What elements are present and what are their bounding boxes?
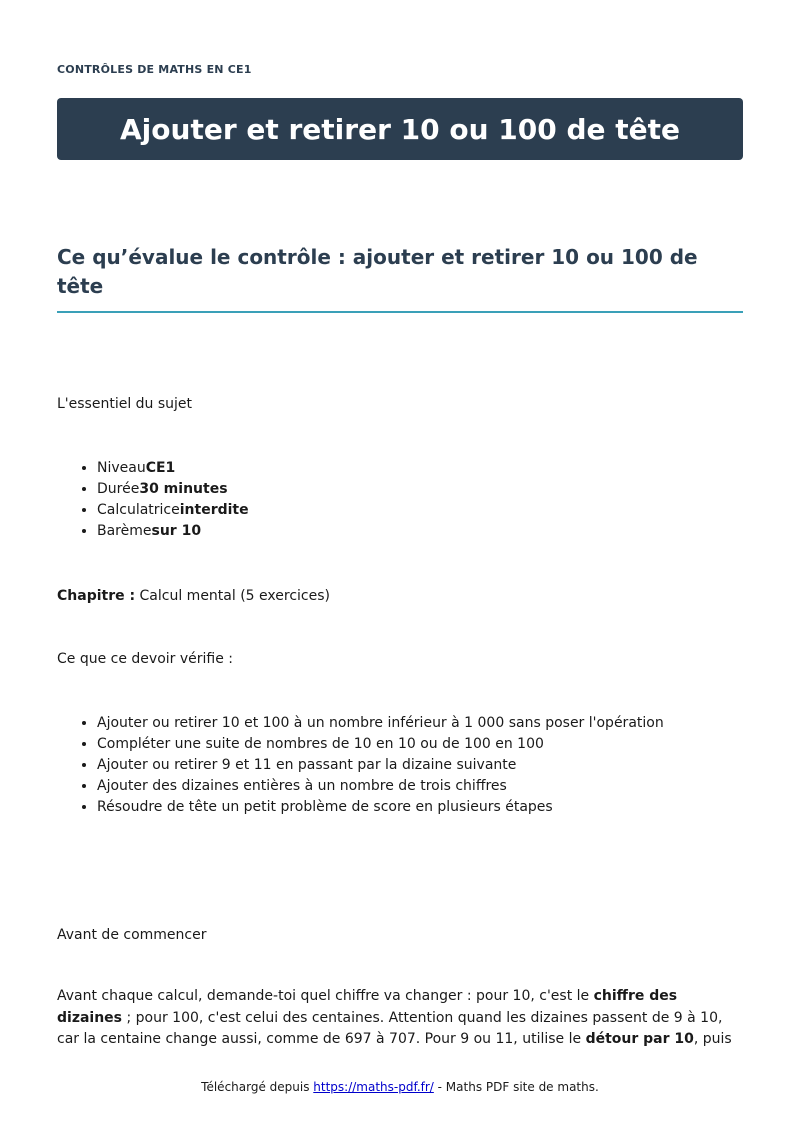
checks-list xyxy=(79,713,664,818)
list-item: • Compléter une suite de nombres de 10 en 10 ou de 100 en 100 xyxy=(97,734,664,755)
source-link[interactable]: https://maths-pdf.fr/ xyxy=(313,1080,434,1094)
chapter-label: Chapitre : xyxy=(57,588,136,604)
page-footer: Téléchargé depuis https://maths-pdf.fr/ - Maths PDF site de maths. xyxy=(201,1080,599,1094)
list-item: • Ajouter des dizaines entières à un nombre de trois chiffres xyxy=(97,776,664,797)
checks-heading: Ce que ce devoir vérifie : xyxy=(57,651,234,667)
page-title: Ajouter et retirer 10 ou 100 de tête xyxy=(120,112,680,146)
chapter-line xyxy=(57,586,330,607)
list-item: • Barèmesur 10 xyxy=(97,521,249,542)
list-item: • NiveauCE1 xyxy=(97,458,249,479)
list-item: • Calculatriceinterdite xyxy=(97,500,249,521)
section-title: Ce qu’évalue le contrôle : ajouter et retirer 10 ou 100 de tête xyxy=(57,243,743,313)
chapter-value: Calcul mental (5 exercices) xyxy=(135,588,330,604)
before-heading: Avant de commencer xyxy=(57,927,207,943)
before-paragraph: Avant chaque calcul, demande-toi quel chiffre va changer : pour 10, c'est le chiffre des dizaines ; pour 100, c'est celui des centaines. Attention quand les dizaines passent de 9 à 10, car la centaine change aussi, comme de 697 à 707. Pour 9 ou 11, utilise le détour par 10, puis xyxy=(57,988,732,1047)
list-item: • Ajouter ou retirer 10 et 100 à un nombre inférieur à 1 000 sans poser l'opération xyxy=(97,713,664,734)
series-kicker: CONTRÔLES DE MATHS EN CE1 xyxy=(57,63,252,76)
essentials-list xyxy=(79,458,249,542)
list-item: • Ajouter ou retirer 9 et 11 en passant par la dizaine suivante xyxy=(97,755,664,776)
list-item: • Durée30 minutes xyxy=(97,479,249,500)
title-banner xyxy=(57,98,743,160)
essentials-heading: L'essentiel du sujet xyxy=(57,396,193,412)
list-item: • Résoudre de tête un petit problème de score en plusieurs étapes xyxy=(97,797,664,818)
